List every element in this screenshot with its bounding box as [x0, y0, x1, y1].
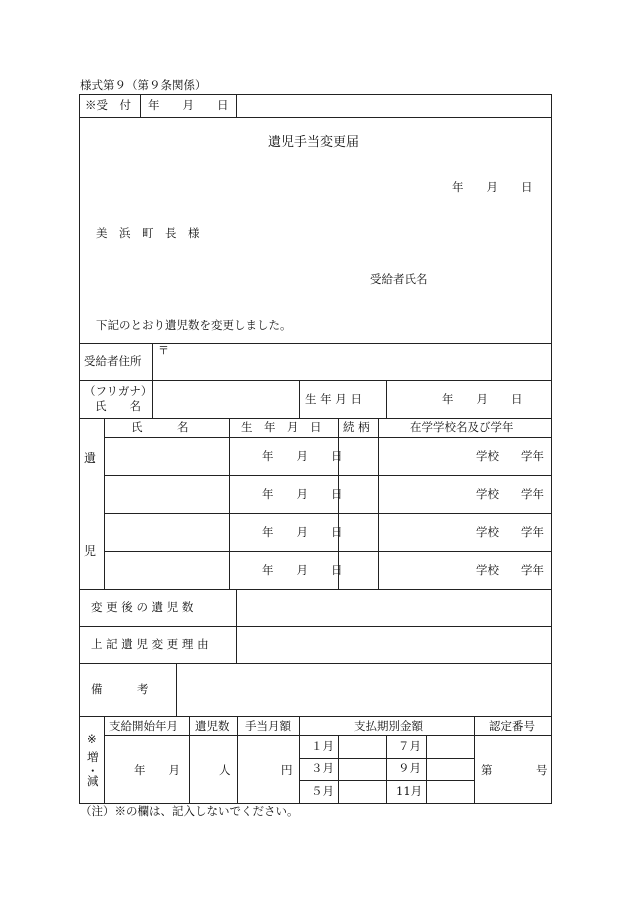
child-name-field[interactable] [105, 476, 229, 513]
child-school[interactable]: 学校 [476, 525, 499, 539]
cert-prefix: 第 [481, 763, 493, 777]
payment-side-dot: ・ [87, 764, 99, 778]
birth-value[interactable]: 年 月 日 [442, 392, 523, 406]
statement: 下記のとおり遺児数を変更しました。 [96, 318, 292, 332]
payment-header-start: 支給開始年月 [109, 719, 178, 733]
reception-date: 年 月 日 [148, 98, 229, 112]
remarks-field[interactable] [177, 664, 551, 716]
reception-field[interactable] [237, 95, 551, 117]
remarks-label: 備 考 [91, 682, 149, 696]
changed-count-label: 変 更 後 の 遺 児 数 [91, 600, 194, 614]
furigana-label: （フリガナ） [84, 384, 153, 398]
month-amount-field[interactable] [427, 781, 474, 803]
cert-number-field[interactable] [494, 736, 534, 803]
children-header-school: 在学学校名及び学年 [410, 420, 514, 434]
postal-mark: 〒 [158, 344, 169, 357]
form-title: 遺児手当変更届 [268, 135, 360, 150]
child-grade[interactable]: 学年 [521, 449, 544, 463]
form-header: 様式第９（第９条関係） [80, 78, 207, 92]
month-amount-field[interactable] [339, 759, 386, 780]
payment-side-decrease: 減 [87, 774, 99, 788]
payment-amount-unit[interactable]: 円 [281, 763, 293, 777]
child-school[interactable]: 学校 [476, 449, 499, 463]
month-label: ５月 [311, 784, 334, 798]
payment-side-increase: 増 [87, 750, 99, 764]
month-label: １月 [311, 739, 334, 753]
children-header-relation: 続 柄 [343, 420, 370, 434]
name-label: 氏 名 [95, 399, 141, 413]
recipient-name-label: 受給者氏名 [370, 272, 428, 286]
child-relation-field[interactable] [339, 552, 378, 589]
month-amount-field[interactable] [427, 736, 474, 758]
child-grade[interactable]: 学年 [521, 563, 544, 577]
recipient-name-field[interactable] [440, 268, 545, 290]
child-school[interactable]: 学校 [476, 563, 499, 577]
payment-header-count: 遺児数 [195, 719, 230, 733]
month-amount-field[interactable] [339, 736, 386, 758]
payment-start-value[interactable]: 年 月 [134, 763, 180, 777]
name-field[interactable] [153, 381, 299, 418]
child-birth[interactable]: 年 月 日 [262, 563, 343, 577]
child-relation-field[interactable] [339, 514, 378, 551]
change-reason-field[interactable] [237, 627, 551, 663]
child-birth[interactable]: 年 月 日 [262, 525, 343, 539]
month-label: ３月 [311, 761, 334, 775]
children-header-name: 氏 名 [131, 420, 189, 434]
children-header-birth: 生 年 月 日 [241, 420, 322, 434]
payment-header-cert: 認定番号 [489, 719, 535, 733]
addressee: 美 浜 町 長 様 [96, 226, 200, 240]
child-birth[interactable]: 年 月 日 [262, 487, 343, 501]
month-label: ９月 [398, 761, 421, 775]
cert-suffix: 号 [536, 763, 548, 777]
children-side-label-top: 遺 [84, 451, 97, 465]
address-label: 受給者住所 [84, 354, 142, 368]
payment-count-unit[interactable]: 人 [219, 763, 231, 777]
child-school[interactable]: 学校 [476, 487, 499, 501]
child-grade[interactable]: 学年 [521, 525, 544, 539]
change-reason-label: 上 記 遺 児 変 更 理 由 [91, 637, 209, 651]
child-name-field[interactable] [105, 438, 229, 475]
payment-header-schedule: 支払期別金額 [354, 719, 423, 733]
month-amount-field[interactable] [427, 759, 474, 780]
children-side-label-bottom: 児 [84, 544, 97, 558]
child-relation-field[interactable] [339, 438, 378, 475]
payment-header-amount: 手当月額 [245, 719, 291, 733]
month-label: 11月 [396, 784, 423, 798]
submit-date[interactable]: 年 月 日 [452, 180, 533, 194]
footnote: （注）※の欄は、記入しないでください。 [80, 804, 299, 818]
child-grade[interactable]: 学年 [521, 487, 544, 501]
child-relation-field[interactable] [339, 476, 378, 513]
month-amount-field[interactable] [339, 781, 386, 803]
birth-label: 生 年 月 日 [305, 392, 362, 406]
month-label: ７月 [398, 739, 421, 753]
address-field[interactable] [153, 344, 551, 380]
child-name-field[interactable] [105, 514, 229, 551]
child-name-field[interactable] [105, 552, 229, 589]
payment-side-mark: ※ [87, 732, 97, 746]
reception-label: ※受 付 [85, 98, 131, 112]
child-birth[interactable]: 年 月 日 [262, 449, 343, 463]
changed-count-field[interactable] [237, 590, 551, 626]
